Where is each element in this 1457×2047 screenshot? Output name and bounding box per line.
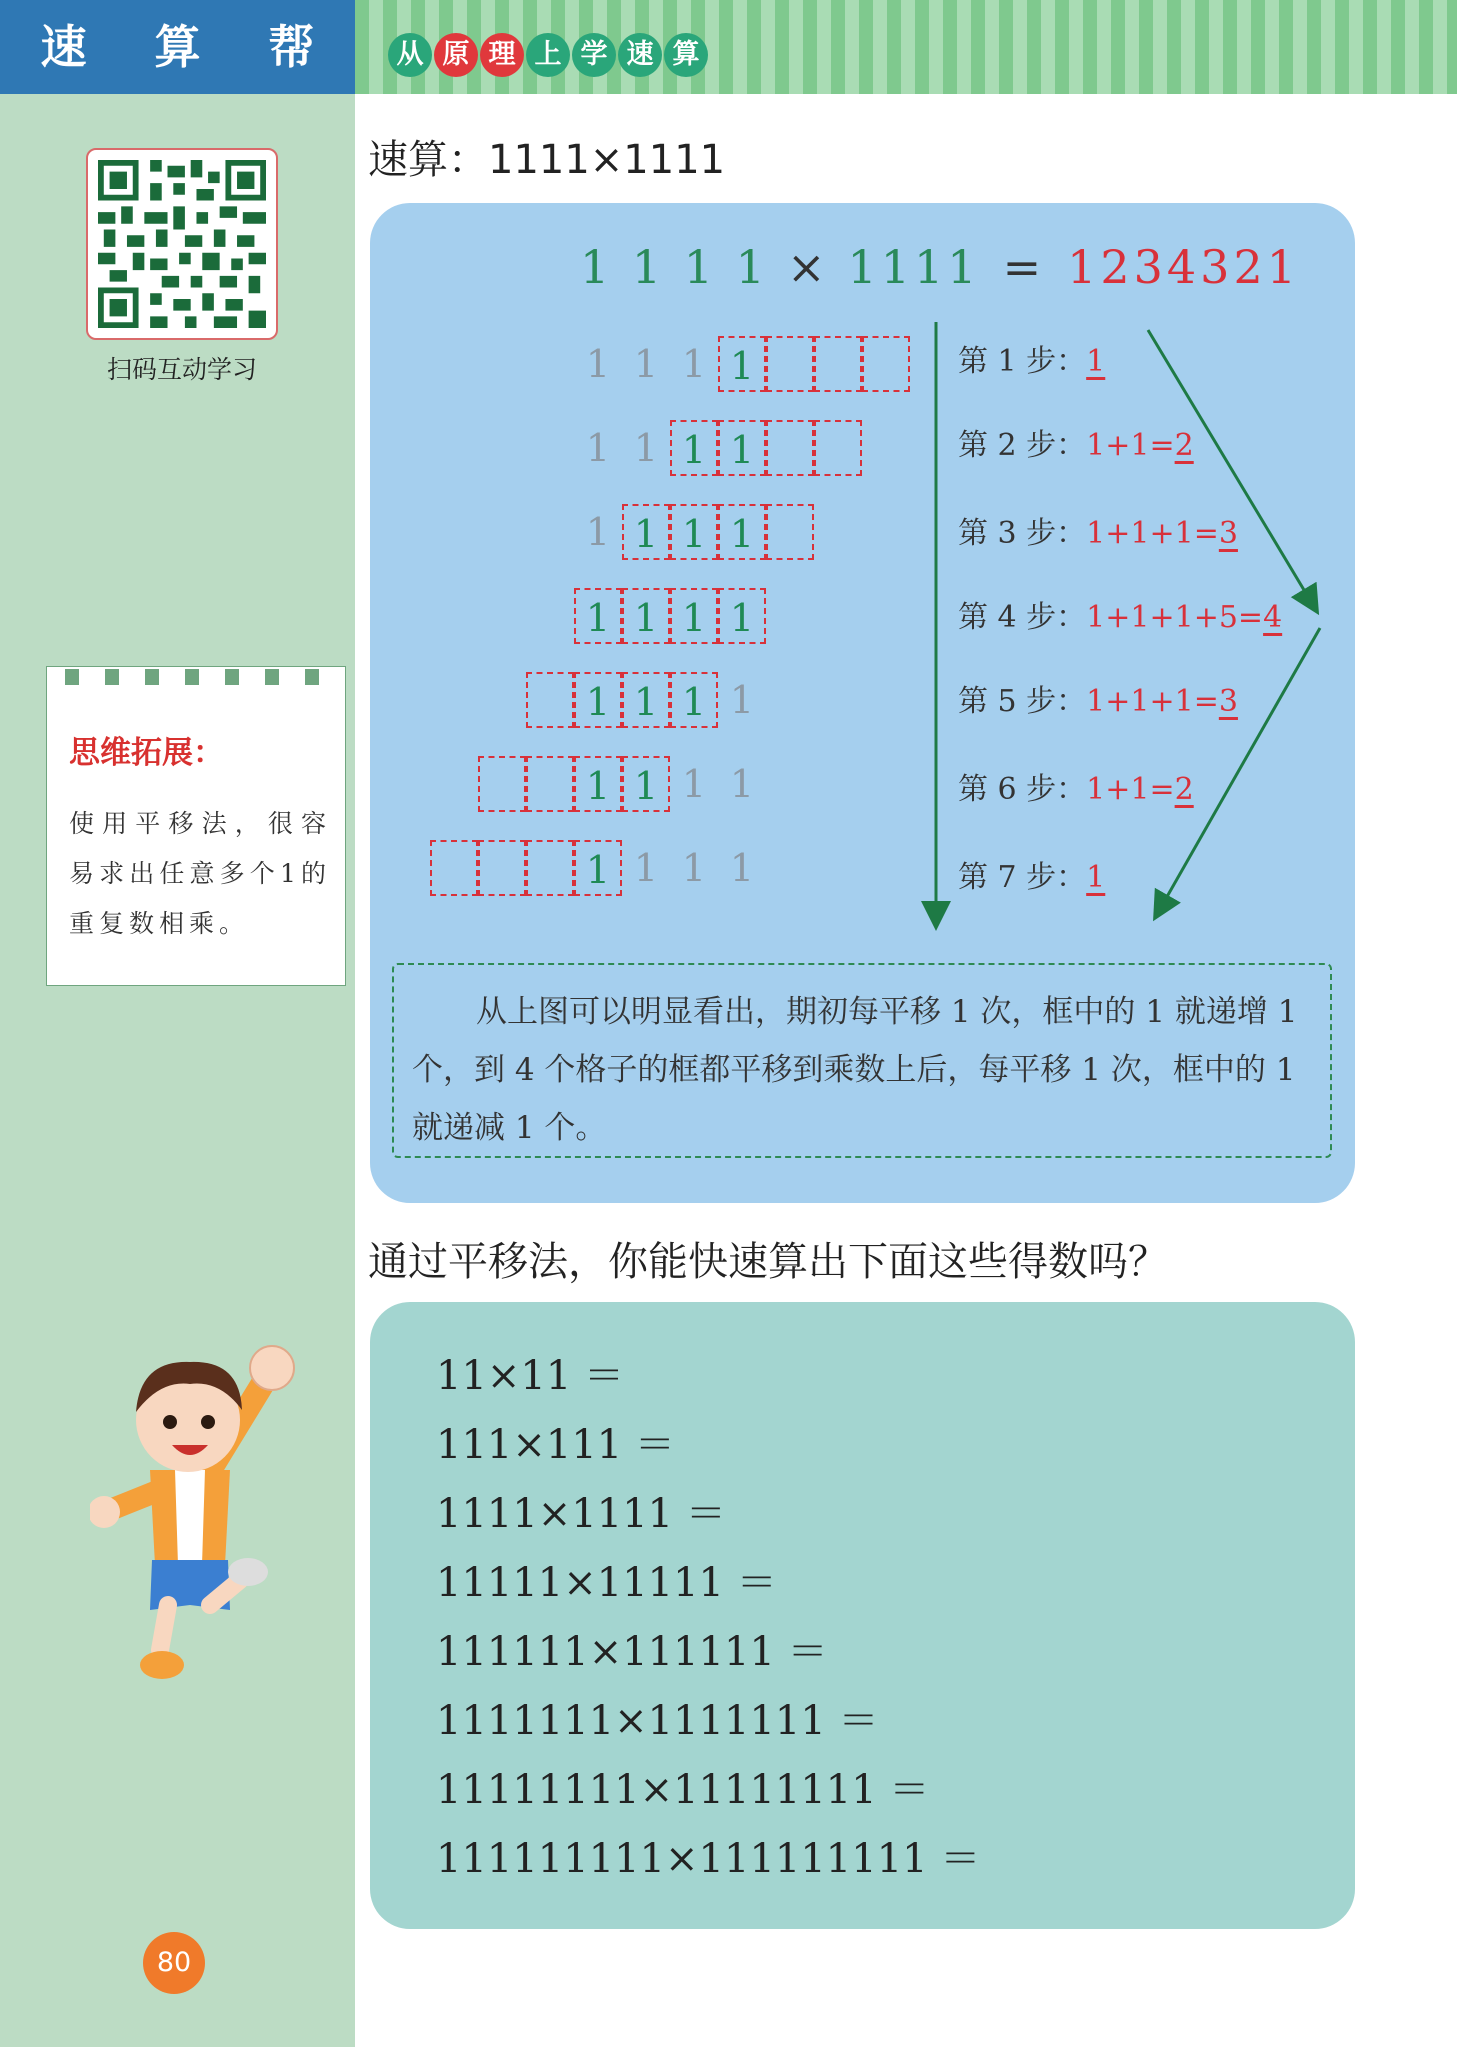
- conclusion-text: 从上图可以明显看出，期初每平移 1 次，框中的 1 就递增 1 个，到 4 个格子的框都平移到乘数上后，每平移 1 次，框中的 1 就递减 1 个。: [412, 994, 1298, 1146]
- shift-box-cell: 1: [574, 672, 622, 728]
- header-badge: 速: [618, 33, 662, 77]
- header-badge: 算: [664, 33, 708, 77]
- note-body: 使用平移法，很容易求出任意多个1的重复数相乘。: [69, 809, 331, 938]
- shift-box-cell: 1: [574, 756, 622, 812]
- shift-box-cell: 1: [718, 336, 766, 392]
- qr-caption: 扫码互动学习: [106, 355, 257, 384]
- step-5: [958, 676, 1238, 720]
- shift-box-cell: 1: [718, 588, 766, 644]
- page-number: 80: [143, 1932, 205, 1994]
- equation-result: 1234321: [1067, 240, 1300, 294]
- step-label: 第 1 步：: [958, 344, 1087, 379]
- step-7: [958, 852, 1105, 896]
- step-2: [958, 420, 1194, 464]
- digit-cell: 1: [681, 846, 707, 890]
- shift-box-cell: 1: [670, 504, 718, 560]
- digit-cell: 1: [729, 846, 755, 890]
- equation-times: ×: [786, 240, 830, 294]
- step-label: 第 2 步：: [958, 428, 1087, 463]
- digit-cell: 1: [633, 342, 659, 386]
- equation-equals: =: [1002, 240, 1046, 294]
- step-expression: 1+1+1=: [1086, 684, 1219, 719]
- equation-multiplicand: 1 1 1 1: [580, 240, 769, 294]
- step-result: 1: [1086, 344, 1106, 379]
- exercise-item: 11111×11111 ＝: [436, 1560, 777, 1606]
- step-3: [958, 508, 1238, 552]
- digit-cell: 1: [729, 762, 755, 806]
- section1-heading: 速算：1111×1111: [368, 137, 726, 183]
- shift-box-cell: 1: [670, 420, 718, 476]
- step-result: 3: [1218, 516, 1238, 551]
- shift-box-cell: 1: [670, 588, 718, 644]
- note-title: 思维拓展：: [69, 735, 224, 771]
- step-label: 第 5 步：: [958, 684, 1087, 719]
- step-4: [958, 592, 1282, 636]
- header-badge: 理: [480, 33, 524, 77]
- shift-box-cell: 1: [574, 588, 622, 644]
- section2-heading: 通过平移法，你能快速算出下面这些得数吗？: [368, 1239, 1168, 1285]
- step-1: [958, 336, 1105, 380]
- brand-title: 速 算 帮: [0, 0, 355, 94]
- header-badge: 学: [572, 33, 616, 77]
- shift-box-cell: 1: [622, 504, 670, 560]
- shift-box-cell: 1: [622, 756, 670, 812]
- exercise-item: 1111×1111 ＝: [436, 1491, 726, 1537]
- step-expression: 1+1+1+5=: [1086, 600, 1264, 635]
- exercise-list: [436, 1342, 980, 1894]
- step-expression: 1+1=: [1086, 772, 1175, 807]
- shift-box-cell: 1: [622, 672, 670, 728]
- step-result: 2: [1174, 772, 1194, 807]
- shift-box-cell: 1: [718, 420, 766, 476]
- header-badge: 从: [388, 33, 432, 77]
- digit-cell: 1: [681, 762, 707, 806]
- digit-cell: 1: [633, 426, 659, 470]
- equation-multiplier: 1111: [847, 240, 981, 294]
- step-result: 2: [1174, 428, 1194, 463]
- step-expression: 1+1+1=: [1086, 516, 1219, 551]
- digit-cell: 1: [681, 342, 707, 386]
- step-6: [958, 764, 1194, 808]
- shift-box-cell: 1: [718, 504, 766, 560]
- exercise-item: 11111111×11111111 ＝: [436, 1767, 930, 1813]
- step-result: 4: [1263, 600, 1283, 635]
- step-label: 第 7 步：: [958, 860, 1087, 895]
- step-label: 第 4 步：: [958, 600, 1087, 635]
- increase-arrow: [1148, 330, 1316, 610]
- header-badge: 上: [526, 33, 570, 77]
- step-result: 1: [1086, 860, 1106, 895]
- shift-box-cell: 1: [574, 840, 622, 896]
- digit-cell: 1: [585, 426, 611, 470]
- shift-box-cell: 1: [670, 672, 718, 728]
- shift-box-cell: 1: [622, 588, 670, 644]
- exercise-item: 111×111 ＝: [436, 1422, 675, 1468]
- step-label: 第 3 步：: [958, 516, 1087, 551]
- digit-cell: 1: [585, 510, 611, 554]
- step-label: 第 6 步：: [958, 772, 1087, 807]
- exercise-item: 111111×111111 ＝: [436, 1629, 828, 1675]
- header-badge: 原: [434, 33, 478, 77]
- digit-cell: 1: [729, 678, 755, 722]
- digit-cell: 1: [585, 342, 611, 386]
- step-result: 3: [1218, 684, 1238, 719]
- digit-cell: 1: [633, 846, 659, 890]
- exercise-item: 1111111×1111111 ＝: [436, 1698, 879, 1744]
- exercise-item: 11×11 ＝: [436, 1353, 625, 1399]
- conclusion-box: [392, 963, 1332, 1158]
- step-expression: 1+1=: [1086, 428, 1175, 463]
- exercise-item: 111111111×111111111 ＝: [436, 1836, 981, 1882]
